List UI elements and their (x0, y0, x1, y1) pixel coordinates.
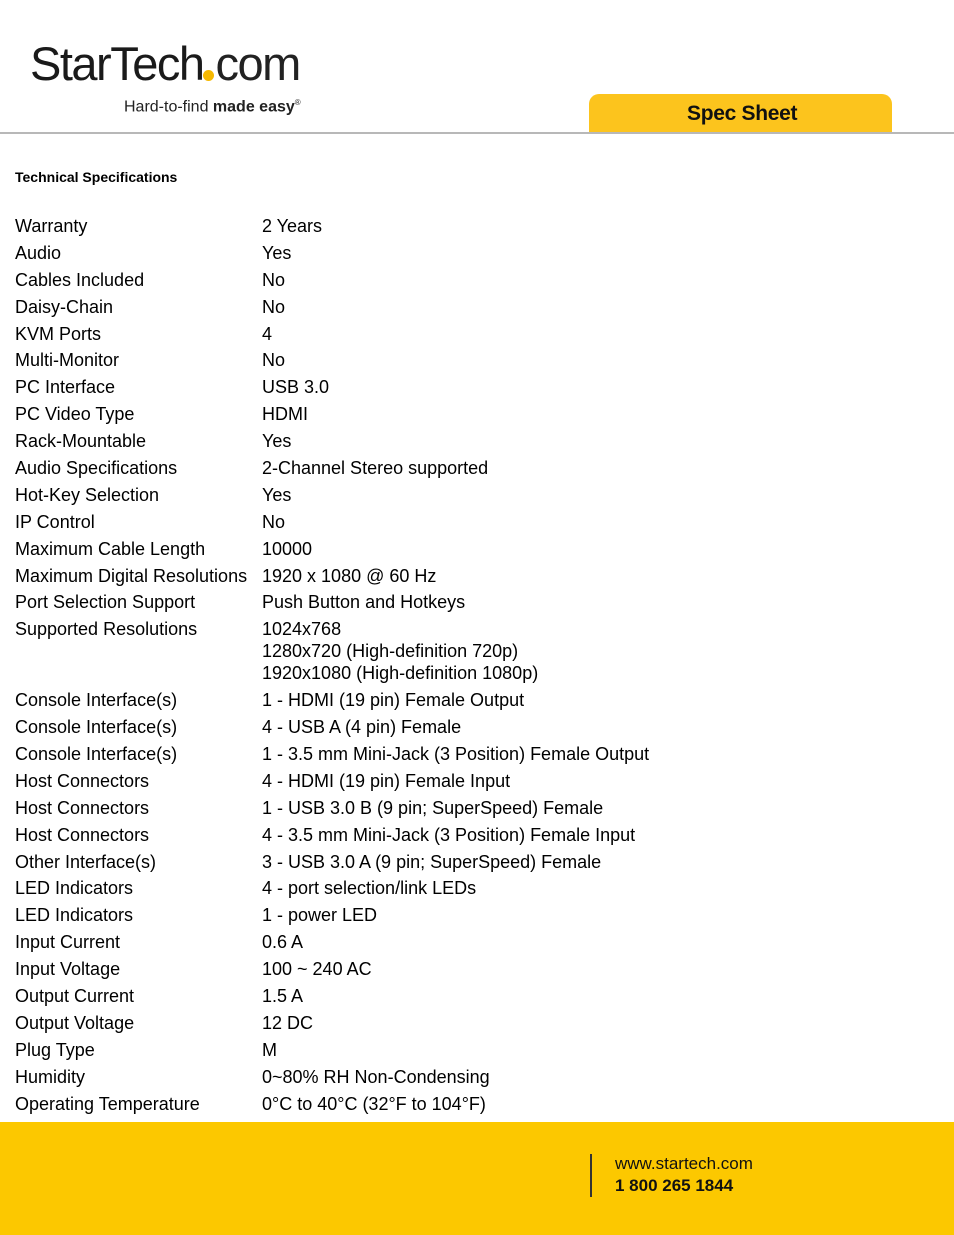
spec-value-line: 1 - HDMI (19 pin) Female Output (262, 690, 525, 711)
spec-value (262, 242, 291, 264)
spec-value (262, 403, 308, 425)
spec-sheet-tab (589, 94, 892, 134)
spec-value (262, 349, 285, 371)
spec-value-line: M (262, 1039, 277, 1060)
spec-value-line: No (262, 511, 286, 532)
spec-label: PC Interface (15, 377, 116, 398)
spec-row (15, 1093, 915, 1115)
spec-row (15, 689, 915, 711)
spec-value (262, 1039, 277, 1061)
spec-label: Daisy-Chain (15, 296, 114, 317)
spec-value (262, 904, 377, 926)
spec-value (262, 376, 329, 398)
spec-value-line: No (262, 296, 286, 317)
spec-label: Console Interface(s) (15, 717, 178, 738)
spec-row (15, 1039, 915, 1061)
spec-value-line: 1 - USB 3.0 B (9 pin; SuperSpeed) Female (262, 797, 604, 818)
spec-label: Rack-Mountable (15, 431, 147, 452)
spec-label: Humidity (15, 1066, 86, 1087)
spec-value-line: 1920 x 1080 @ 60 Hz (262, 565, 437, 586)
spec-label: Warranty (15, 216, 88, 236)
spec-value (262, 716, 461, 738)
spec-label: Plug Type (15, 1039, 95, 1060)
spec-value-line: Yes (262, 484, 292, 505)
spec-value (262, 565, 436, 587)
registered-mark: ® (294, 98, 301, 107)
spec-row (15, 1066, 915, 1088)
spec-table (15, 215, 915, 1120)
logo-dot-icon (203, 70, 214, 81)
tagline-bold: made easy (212, 98, 295, 116)
spec-label: Multi-Monitor (15, 350, 120, 371)
spec-value-line: 0~80% RH Non-Condensing (262, 1066, 490, 1087)
spec-value (262, 269, 285, 291)
spec-value-line: 3 - USB 3.0 A (9 pin; SuperSpeed) Female (262, 851, 602, 872)
spec-value (262, 430, 291, 452)
spec-sheet-label: Spec Sheet (687, 102, 798, 125)
startech-logo (30, 36, 330, 126)
spec-label: PC Video Type (15, 404, 135, 425)
spec-label: Console Interface(s) (15, 744, 178, 765)
spec-label: LED Indicators (15, 905, 134, 926)
spec-row (15, 430, 915, 452)
spec-value-line: 2-Channel Stereo supported (262, 458, 489, 479)
spec-label: Output Voltage (15, 1012, 135, 1033)
spec-row (15, 565, 915, 587)
footer-phone: 1 800 265 1844 (615, 1176, 734, 1195)
spec-row (15, 824, 915, 846)
spec-value-line: 4 - USB A (4 pin) Female (262, 717, 462, 738)
spec-label: Input Voltage (15, 959, 121, 980)
section-title: Technical Specifications (15, 169, 178, 185)
spec-label: Audio (15, 242, 62, 263)
spec-row (15, 618, 915, 684)
spec-value-line: 1.5 A (262, 986, 304, 1007)
spec-value (262, 538, 312, 560)
spec-value-line: 2 Years (262, 216, 323, 236)
spec-label: Console Interface(s) (15, 690, 178, 711)
spec-value-line: Push Button and Hotkeys (262, 592, 466, 613)
spec-value (262, 797, 603, 819)
spec-label: Hot-Key Selection (15, 484, 160, 505)
spec-value (262, 1012, 313, 1034)
spec-value-line: HDMI (262, 404, 308, 425)
spec-row (15, 851, 915, 873)
tagline-prefix: Hard-to-find (124, 98, 213, 116)
spec-value-line: 4 (262, 323, 273, 344)
footer-website: www.startech.com (615, 1154, 753, 1173)
spec-row (15, 931, 915, 953)
spec-value-line: No (262, 350, 286, 371)
spec-label: Host Connectors (15, 824, 150, 845)
spec-row (15, 323, 915, 345)
spec-value (262, 985, 303, 1007)
spec-row (15, 877, 915, 899)
spec-value-line: 4 - 3.5 mm Mini-Jack (3 Position) Female Input (262, 824, 636, 845)
logo-name: StarTech (30, 37, 204, 90)
spec-value (262, 323, 272, 345)
spec-value-line: 1280x720 (High-definition 720p) (262, 641, 519, 662)
spec-value (262, 1066, 490, 1088)
spec-value (262, 877, 476, 899)
footer-divider (590, 1154, 592, 1197)
spec-value (262, 215, 322, 237)
spec-value-line: 1 - power LED (262, 905, 378, 926)
spec-value-line: 0°C to 40°C (32°F to 104°F) (262, 1093, 486, 1114)
spec-value (262, 618, 538, 684)
spec-value-line: No (262, 269, 286, 290)
spec-row (15, 958, 915, 980)
spec-value-line: 100 ~ 240 AC (262, 959, 372, 980)
spec-label: LED Indicators (15, 878, 134, 899)
spec-value-line: 4 - port selection/link LEDs (262, 878, 477, 899)
spec-value (262, 770, 510, 792)
page-footer (0, 1122, 954, 1235)
spec-label: Input Current (15, 932, 121, 953)
logo-tagline (124, 98, 301, 116)
spec-value (262, 958, 372, 980)
spec-value-line: 12 DC (262, 1012, 314, 1033)
spec-value (262, 484, 291, 506)
spec-label: Host Connectors (15, 797, 150, 818)
spec-row (15, 242, 915, 264)
spec-value-line: 1920x1080 (High-definition 1080p) (262, 663, 539, 684)
spec-label: Port Selection Support (15, 592, 196, 613)
spec-value (262, 689, 524, 711)
spec-row (15, 296, 915, 318)
spec-row (15, 349, 915, 371)
spec-row (15, 797, 915, 819)
spec-label: Audio Specifications (15, 458, 178, 479)
spec-value (262, 1093, 486, 1115)
spec-row (15, 215, 915, 237)
logo-wordmark (30, 36, 300, 92)
spec-label: KVM Ports (15, 323, 102, 344)
spec-row (15, 403, 915, 425)
spec-value-line: 10000 (262, 538, 313, 559)
spec-row (15, 716, 915, 738)
spec-row (15, 511, 915, 533)
spec-label: Maximum Cable Length (15, 538, 206, 559)
spec-row (15, 457, 915, 479)
spec-row (15, 1012, 915, 1034)
spec-row (15, 538, 915, 560)
spec-value (262, 743, 649, 765)
spec-label: Maximum Digital Resolutions (15, 565, 248, 586)
spec-row (15, 269, 915, 291)
spec-value-line: Yes (262, 242, 292, 263)
spec-label: Supported Resolutions (15, 619, 198, 640)
spec-label: Output Current (15, 986, 135, 1007)
spec-value (262, 511, 285, 533)
logo-suffix: com (215, 37, 300, 90)
spec-value (262, 296, 285, 318)
spec-label: Host Connectors (15, 770, 150, 791)
spec-row (15, 743, 915, 765)
spec-value-line: USB 3.0 (262, 377, 330, 398)
header-divider (0, 132, 954, 134)
spec-row (15, 904, 915, 926)
spec-row (15, 591, 915, 613)
spec-row (15, 484, 915, 506)
spec-value-line: 0.6 A (262, 932, 304, 953)
spec-label: Cables Included (15, 269, 145, 290)
spec-row (15, 770, 915, 792)
spec-row (15, 985, 915, 1007)
spec-value-line: 4 - HDMI (19 pin) Female Input (262, 770, 511, 791)
spec-label: Operating Temperature (15, 1093, 200, 1114)
spec-value (262, 851, 601, 873)
spec-value (262, 591, 465, 613)
spec-value (262, 931, 303, 953)
spec-label: Other Interface(s) (15, 851, 157, 872)
spec-value-line: 1024x768 (262, 619, 342, 640)
spec-value (262, 824, 635, 846)
spec-label: IP Control (15, 511, 95, 532)
spec-value (262, 457, 488, 479)
spec-value-line: 1 - 3.5 mm Mini-Jack (3 Position) Female Output (262, 744, 650, 765)
spec-row (15, 376, 915, 398)
spec-value-line: Yes (262, 431, 292, 452)
page-header (0, 0, 954, 134)
